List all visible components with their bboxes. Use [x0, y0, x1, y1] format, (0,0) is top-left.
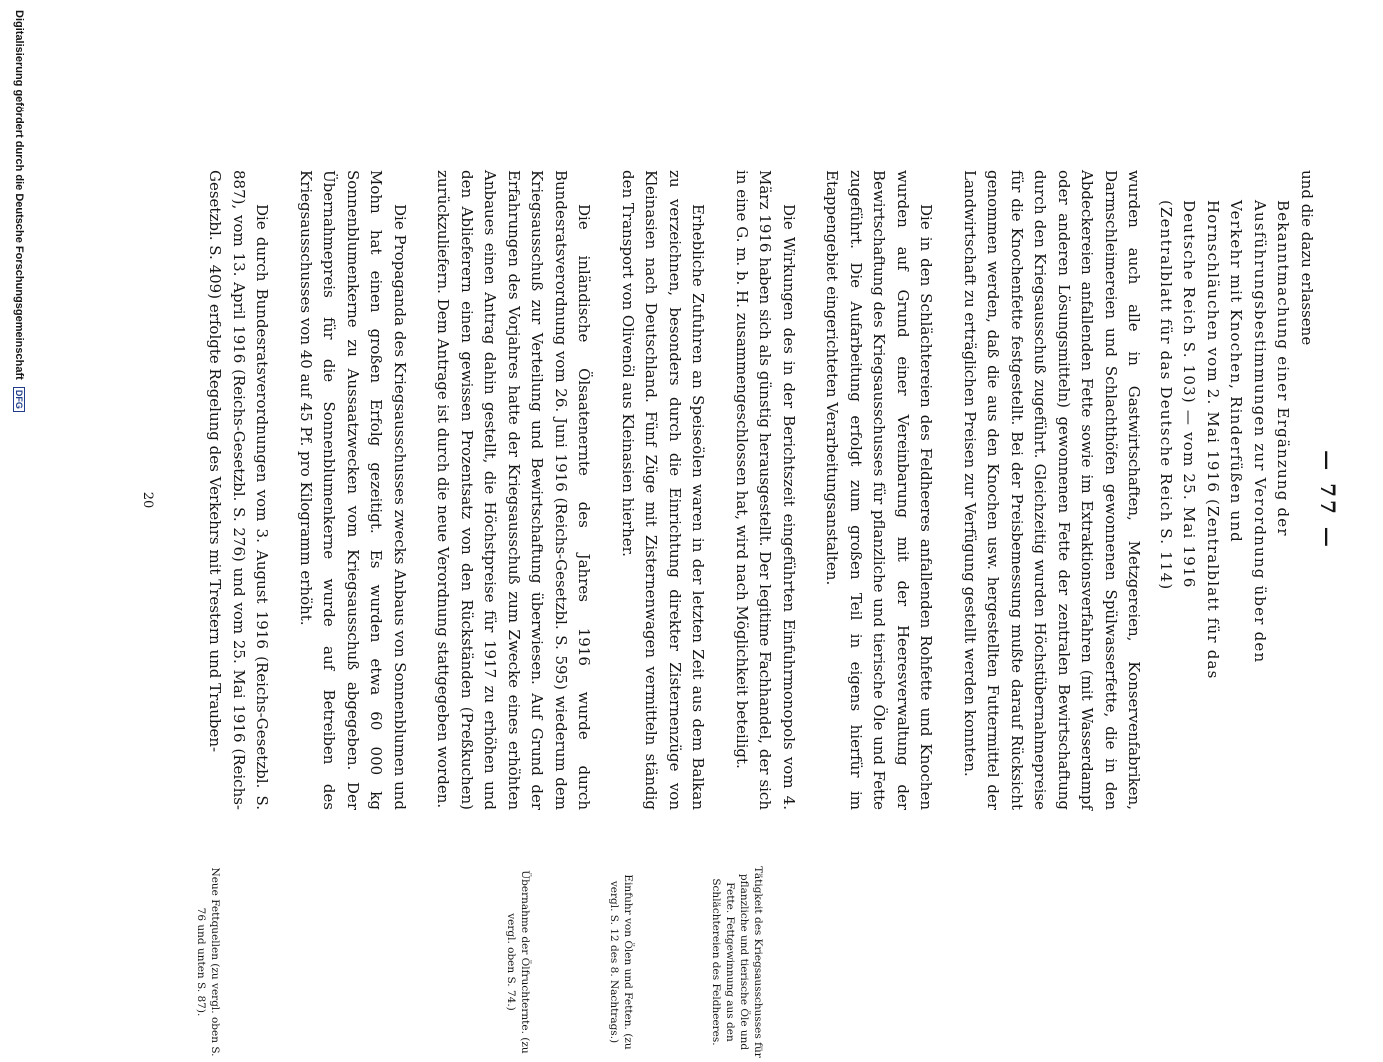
paragraph-schlaechtereien: Die in den Schlächtereien des Feldheeres anfallenden Rohfette und Knochen wurden auf Grund einer Vereinbarung mit der Heeresverwaltung der Bewirtschaftung des Kriegsausschusses für pflanzliche und tierische Öle und Fette zugeführt. Die Aufarbeitung erfolgt zum großen Teil in eigens hierfür im Etappengebiet eingerichteten Verarbeitungsanstalten. — [823, 170, 936, 810]
margin-note-einfuhr: Einfuhr von Ölen und Fetten. (zu vergl. S. 12 des 8. Nachtrags.) — [608, 874, 634, 1050]
paragraph-announcement: Bekanntmachung einer Ergänzung der Ausführungsbestimmungen zur Verordnung über den Verkehr mit Knochen, Rinderfüßen und Hornschläuchen vom 2. Mai 1916 (Zentralblatt für das Deutsche Reich S. 103) — vom 25. Mai 1916 (Zentralblatt für das Deutsche Reich S. 114) — [1157, 200, 1293, 680]
paragraph-oelsaatenernte: Die inländische Ölsaatenernte des Jahres 1916 wurde durch Bundesratsverordnung vom 26. Juni 1916 (Reichs-Gesetzbl. S. 595) wiederum dem Kriegsausschuß zur Verteilung und Bewirtschaftung überwiesen. Auf Grund der Erfahrungen des Vorjahres hatte der Kriegsausschuß zum Zwecke eines erhöhten Anbaues einen Antrag dahin gestellt, die Höchstpreise für 1917 zu erhöhen und den Ablieferern einen gewissen Prozentsatz von den Rückständen (Preßkuchen) zurückzuliefern. Dem Antrage ist durch die neue Verordnung stattgegeben worden. — [434, 170, 594, 810]
paragraph-propaganda: Die Propaganda des Kriegsausschusses zwecks Anbaus von Sonnenblumen und Mohn hat einen großen Erfolg gezeitigt. Es wurden etwa 60 000 kg Sonnenblumenkerne zu Aussaatzwecken vom Kriegsausschuß abgegeben. Der Übernahmepreis für die Sonnenblumenkerne wurde auf Betreiben des Kriegsausschusses von 40 auf 45 Pf. pro Kilogramm erhöht. — [297, 170, 409, 810]
paragraph-trester: Die durch Bundesratsverordnungen vom 3. August 1916 (Reichs-Gesetzbl. S. 887), vom 13. April 1916 (Reichs-Gesetzbl. S. 276) und vom 25. Mai 1916 (Reichs-Gesetzbl. S. 409) erfolgte Regelung des Verkehrs mit Trestern und Trauben- — [206, 170, 272, 810]
page-number: — 77 — — [1316, 450, 1340, 550]
credit-text: Digitalisierung gefördert durch die Deutsche Forschungsgemeinschaft — [13, 10, 25, 380]
paragraph-spuelwasserfette: wurden auch alle in Gastwirtschaften, Metzgereien, Konservenfabriken, Darmschleimereien und Schlachthöfen gewonnenen Spülwasserfette, die in den Abdeckereien anfallenden Fette sowie im Extraktionsverfahren (mit Wasserdampf oder anderen Lösungsmitteln) gewonnenen Fette der zentralen Bewirtschaftung durch den Kriegsausschuß zugeführt. Gleichzeitig wurden Höchstübernahmepreise für die Knochenfette festgestellt. Bei der Preisbemessung mußte darauf Rücksicht genommen werden, daß die aus den Knochen usw. hergestellten Futtermittel der Landwirtschaft zu erträglichen Preisen zur Verfügung gestellt werden konnten. — [961, 170, 1144, 810]
footnote-number: 20 — [140, 491, 155, 509]
margin-note-kriegsausschuss: Tätigkeit des Kriegsausschusses für pflanzliche und tierische Öle und Fette. Fettgewinnung aus den Schlächtereien des Feldheeres. — [710, 866, 764, 1058]
main-text — [203, 170, 1318, 810]
paragraph-einfuhrmonopol: Die Wirkungen des in der Berichtszeit eingeführten Einfuhrmonopols vom 4. März 1916 haben sich als günstig herausgestellt. Der legitime Fachhandel, der sich in eine G. m. b. H. zusammengeschlossen hat, wird nach Möglichkeit beteiligt. — [733, 170, 798, 810]
dfg-logo: DFG — [13, 387, 25, 412]
paragraph-zufuhren: Erhebliche Zufuhren an Speiseölen waren in der letzten Zeit aus dem Balkan zu verzeichnen, besonders durch die Einrichtung direkter Zisternenzüge von Kleinasien nach Deutschland. Fünf Züge mit Zisternenwagen vermitteln ständig den Transport von Olivenöl aus Kleinasien hierher. — [619, 170, 708, 810]
paragraph-intro: und die dazu erlassene — [1298, 170, 1316, 346]
digitisation-credit — [13, 10, 25, 412]
margin-note-oelfruchternte: Übernahme der Ölfruchternte. (zu vergl. oben S. 74.) — [505, 870, 531, 1054]
document-page — [13, 0, 1350, 1058]
margin-note-fettquellen: Neue Fettquellen (zu vergl. oben S. 76 und unten S. 87). — [195, 867, 221, 1057]
